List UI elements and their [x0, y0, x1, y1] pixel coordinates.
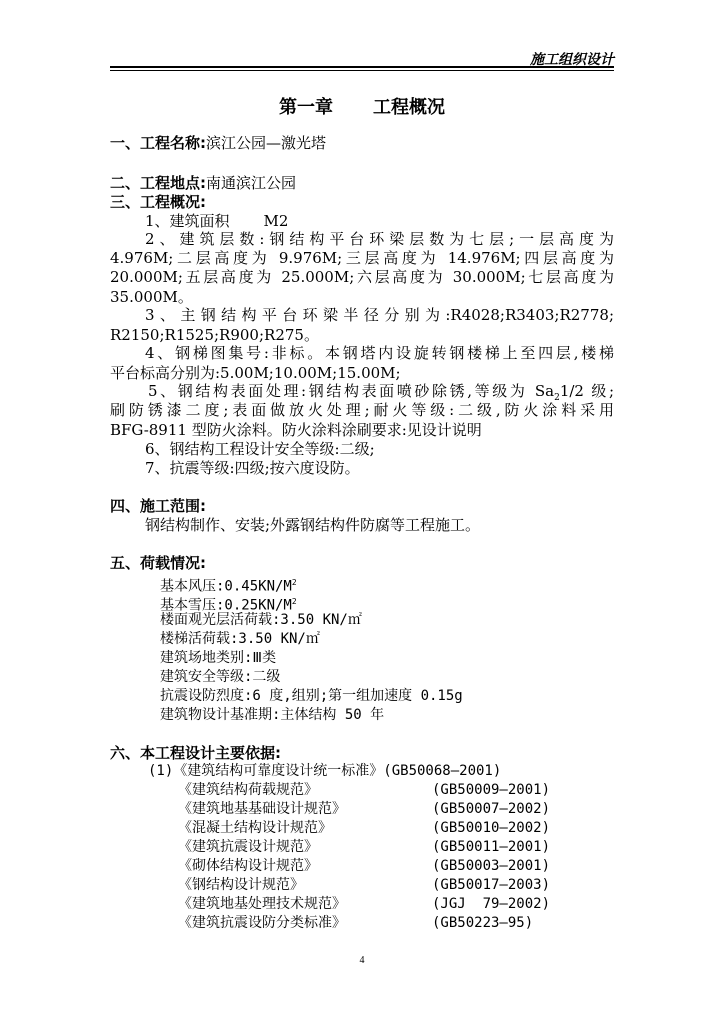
header-rule-thick — [110, 66, 614, 68]
project-location-label: 二、工程地点: — [110, 174, 206, 192]
project-name-value: 滨江公园—激光塔 — [206, 134, 327, 152]
surface-line-2: 刷防锈漆二度;表面做放火处理;耐火等级:二级,防火涂料采用 — [110, 401, 614, 419]
surface-line-1: 5、钢结构表面处理:钢结构表面喷砂除锈,等级为 $Sa_21/2$ 级; — [148, 382, 615, 403]
code-number: (GB50003—2001) — [432, 858, 551, 874]
floors-line-1: 2、建筑层数:钢结构平台环梁层数为七层;一层高度为 — [145, 230, 614, 248]
deck-load-line: 楼面观光层活荷载:3.50 KN/㎡ — [160, 612, 362, 628]
chapter-heading — [0, 93, 724, 119]
code-number: (GB50011—2001) — [432, 839, 551, 855]
project-location-value: 南通滨江公园 — [206, 174, 297, 192]
code-name: 《建筑地基基础设计规范》 — [178, 801, 346, 817]
seismic-grade-line: 7、抗震等级:四级;按六度设防。 — [145, 459, 360, 477]
floors-line-2: 4.976M;二层高度为 9.976M;三层高度为 14.976M;四层高度为 — [110, 249, 614, 267]
code-number: (GB50017—2003) — [432, 877, 551, 893]
design-basis-heading: 六、本工程设计主要依据: — [110, 744, 281, 762]
building-safety-line: 建筑安全等级:二级 — [160, 669, 281, 685]
chapter-number: 第一章 — [279, 97, 333, 118]
code-name: 《建筑抗震设计规范》 — [178, 839, 318, 855]
surface-line-3: BFG-8911 型防火涂料。防火涂料涂刷要求:见设计说明 — [110, 421, 482, 439]
scope-content: 钢结构制作、安装;外露钢结构件防腐等工程施工。 — [145, 516, 481, 534]
sa-subscript: 2 — [554, 393, 560, 403]
radius-line-2: R2150;R1525;R900;R275。 — [110, 326, 319, 344]
safety-grade-line: 6、钢结构工程设计安全等级:二级; — [145, 440, 375, 458]
header-title: 施工组织设计 — [530, 52, 614, 68]
snow-pressure-line: 基本雪压$:0.25KN/M^2$ — [160, 597, 297, 614]
stair-line-1: 4、钢梯图集号:非标。本钢塔内设旋转钢楼梯上至四层,楼梯 — [145, 344, 614, 362]
building-area-label: 1、建筑面积 — [145, 212, 230, 230]
code-reference-1: (1)《建筑结构可靠度设计统一标准》(GB50068—2001) — [148, 763, 502, 779]
page-number: 4 — [359, 955, 365, 966]
design-period-line: 建筑物设计基准期:主体结构 50 年 — [160, 707, 385, 723]
code-name: 《混凝土结构设计规范》 — [178, 820, 332, 836]
code-name: 《建筑抗震设防分类标准》 — [178, 915, 346, 931]
site-class-line: 建筑场地类别:Ⅲ类 — [160, 650, 277, 666]
project-name-label: 一、工程名称: — [110, 134, 206, 152]
project-location-line — [110, 173, 296, 193]
floors-line-4: 35.000M。 — [110, 288, 193, 306]
wind-pressure-line: 基本风压$:0.45KN/M^2$ — [160, 578, 297, 595]
stair-line-2: 平台标高分别为:5.00M;10.00M;15.00M; — [110, 364, 401, 382]
code-number: (GB50009—2001) — [432, 782, 551, 798]
code-number: (GB50010—2002) — [432, 820, 551, 836]
building-area-unit: M2 — [263, 212, 289, 230]
stair-load-line: 楼梯活荷载:3.50 KN/㎡ — [160, 631, 320, 647]
floors-line-3: 20.000M;五层高度为 25.000M;六层高度为 30.000M;七层高度为 — [110, 268, 614, 286]
project-name-line — [110, 133, 326, 153]
code-number: (JGJ 79—2002) — [432, 896, 551, 912]
code-number: (GB50007—2002) — [432, 801, 551, 817]
code-name: 《砌体结构设计规范》 — [178, 858, 318, 874]
header-rule-thin — [110, 70, 614, 71]
load-heading: 五、荷载情况: — [110, 554, 206, 572]
code-name: 《钢结构设计规范》 — [178, 877, 304, 893]
seismic-intensity-line: 抗震设防烈度:6 度,组别;第一组加速度 0.15g — [160, 688, 463, 704]
radius-line-1: 3、主钢结构平台环梁半径分别为:R4028;R3403;R2778; — [145, 306, 614, 324]
building-area-line — [145, 211, 288, 231]
code-number: (GB50223—95) — [432, 915, 534, 931]
chapter-title: 工程概况 — [373, 97, 445, 118]
code-name: 《建筑结构荷载规范》 — [178, 782, 318, 798]
overview-heading: 三、工程概况: — [110, 193, 206, 211]
code-name: 《建筑地基处理技术规范》 — [178, 896, 346, 912]
scope-heading: 四、施工范围: — [110, 497, 206, 515]
